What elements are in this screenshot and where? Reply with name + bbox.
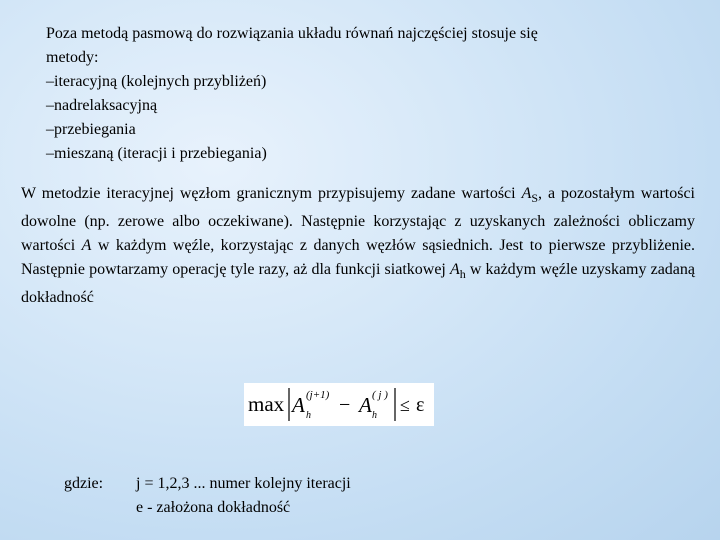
- formula-sub-2: h: [372, 410, 377, 421]
- formula-sub-1: h: [306, 410, 311, 421]
- paragraph-text: [21, 182, 695, 310]
- subscript-s: S: [531, 191, 539, 205]
- legend-line-j: j = 1,2,3 ... numer kolejny iteracji: [136, 475, 351, 492]
- legend-definitions: [136, 472, 351, 520]
- legend-label: gdzie:: [64, 475, 104, 492]
- formula-minus: −: [339, 394, 351, 416]
- legend-line-e: e - założona dokładność: [136, 499, 291, 516]
- method-item-mixed: –mieszaną (iteracji i przebiegania): [46, 145, 267, 162]
- symbol-a: A: [521, 185, 532, 202]
- formula-a-2: A: [359, 393, 372, 417]
- formula-sup-2: ( j ): [372, 389, 388, 401]
- paragraph-part-4: w każdym węźle uzyskamy zadaną dokładność: [21, 261, 695, 306]
- intro-line-1: Poza metodą pasmową do rozwiązania układu równań najczęściej stosuje się: [46, 25, 538, 42]
- paragraph-part-2: , a pozostałym wartości dowolne (np. zerowe albo oczekiwane). Następnie korzystając z uzyskanych zależności obliczamy wartości: [21, 185, 695, 254]
- formula-epsilon: ε: [416, 394, 425, 416]
- paragraph-part-1: W metodzie iteracyjnej węzłom granicznym przypisujemy zadane wartości: [21, 185, 522, 202]
- formula-a-1: A: [292, 393, 305, 417]
- intro-line-2: metody:: [46, 49, 99, 66]
- methods-list: [46, 22, 686, 166]
- paragraph-part-3: w każdym węźle, korzystając z danych węzłów sąsiednich. Jest to pierwsze przybliżenie. Następnie powtarzamy operację tyle razy, aż dla funkcji siatkowej: [21, 237, 696, 278]
- iteration-paragraph: [21, 182, 695, 310]
- formula-max: max: [248, 392, 285, 416]
- symbol-a-2: A: [81, 237, 92, 254]
- method-item-iterative: –iteracyjną (kolejnych przybliżeń): [46, 73, 267, 90]
- symbol-a-h: [449, 261, 466, 281]
- method-item-overrelaxation: –nadrelaksacyjną: [46, 97, 158, 114]
- formula-le: ≤: [400, 395, 410, 415]
- symbol-a-s: [521, 185, 539, 205]
- formula-sup-1: (j+1): [306, 389, 330, 401]
- subscript-h: h: [459, 267, 466, 281]
- symbol-a-3: A: [449, 261, 460, 278]
- method-item-sweep: –przebiegania: [46, 121, 136, 138]
- convergence-formula: [244, 383, 434, 426]
- formula-svg: [244, 383, 434, 426]
